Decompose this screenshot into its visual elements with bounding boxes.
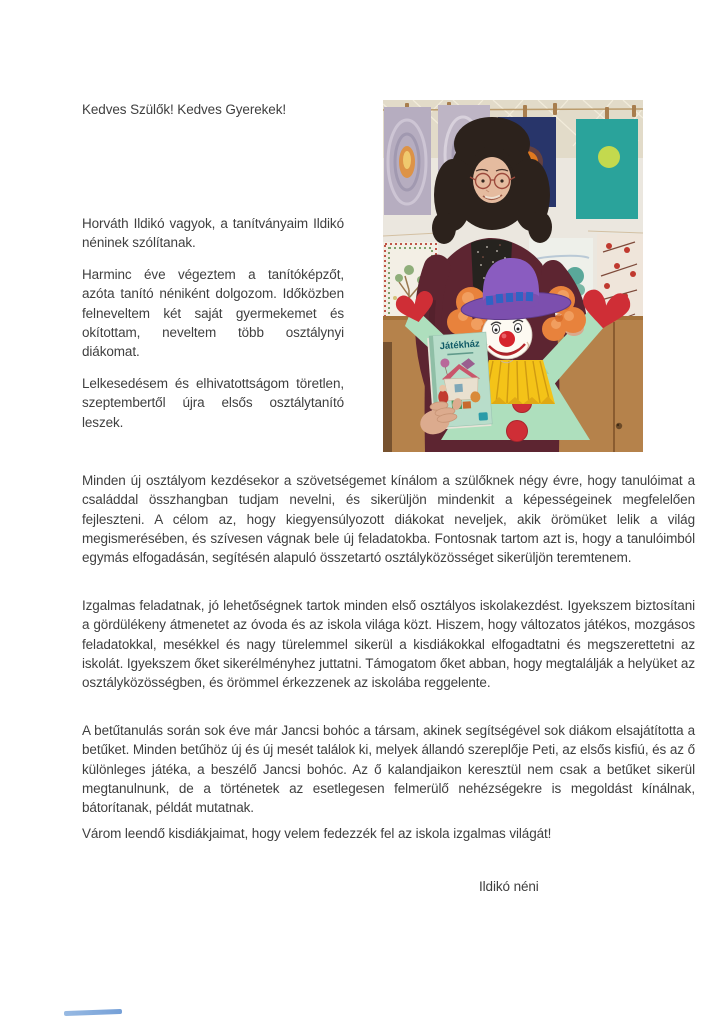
body-paragraph-1: Minden új osztályom kezdésekor a szövetségemet kínálom a szülőknek négy évre, hogy tanulóimat a családdal összhangban tudjam nevelni, és sikerüljön mindenkit a képességeinek megfelelően fejleszteni. A célom az, hogy kiegyensúlyozott diákokat neveljek, akik örömüket lelik a világ megismerésében, és szívesen vágnak bele új feladatokba. Fontosnak tartom azt is, hogy a tanulóimból egymás elfogadásán, segítésén alapuló összetartó osztályközösséget sikerüljön teremtenem. [82, 473, 695, 566]
painting-swirl-left [384, 107, 431, 215]
signature: Ildikó néni [479, 879, 539, 894]
intro-paragraph-3: Lelkesedésem és elhivatottságom töretlen, szeptembertől újra elsős osztálytanító leszek. [82, 376, 344, 430]
scan-artifact [64, 1009, 122, 1016]
intro-paragraph-1: Horváth Ildikó vagyok, a tanítványaim Ildikó néninek szólítanak. [82, 216, 344, 251]
book-logo [478, 412, 488, 421]
body-paragraph-4: Várom leendő kisdiákjaimat, hogy velem fedezzék fel az iskola izgalmas világát! [82, 826, 552, 841]
body-paragraph-2: Izgalmas feladatnak, jó lehetőségnek tartok minden első osztályos iskolakezdést. Igyekszem biztosítani a gördülékeny átmenetet az óvoda és az iskola világa közt. Hiszem, hogy változatos játékos, mozgásos feladatokkal, mesékkel és nagy türelemmel sikerül a kisdiákokkal elfogadtatni és megszerettetni az iskolát. Igyekszem őket sikerélményhez juttatni. Támogatom őket abban, hogy megtalálják a helyüket az osztályközösségben, és örömmel érkezzenek az iskolába reggelente. [82, 598, 695, 691]
teacher-photo [383, 100, 643, 452]
book-title: Játékház [439, 338, 481, 353]
clown-button-2 [507, 421, 528, 442]
body-paragraph-3: A betűtanulás során sok éve már Jancsi bohóc a társam, akinek segítségével sok diákom elsajátította a betűket. Minden betűhöz új és új mesét találok ki, melyek állandó szereplője Peti, az elsős kisfiú, és az ő különleges játéka, a beszélő Jancsi bohóc. Az ő kalandjaikon keresztül nem csak a betűket sikerül megtanulnunk, de a történetek az esetlegesen felmerülő nehézségekre is megoldást kínálnak, bátorítanak, példát mutatnak. [82, 723, 695, 816]
intro-paragraph-2: Harminc éve végeztem a tanítóképzőt, azóta tanító néniként dolgozom. Időközben felneveltem két saját gyermekemet és okítottam, neveltem több osztálynyi diákomat. [82, 267, 344, 360]
painting-teal-sun [576, 119, 638, 219]
greeting: Kedves Szülők! Kedves Gyerekek! [82, 102, 287, 117]
